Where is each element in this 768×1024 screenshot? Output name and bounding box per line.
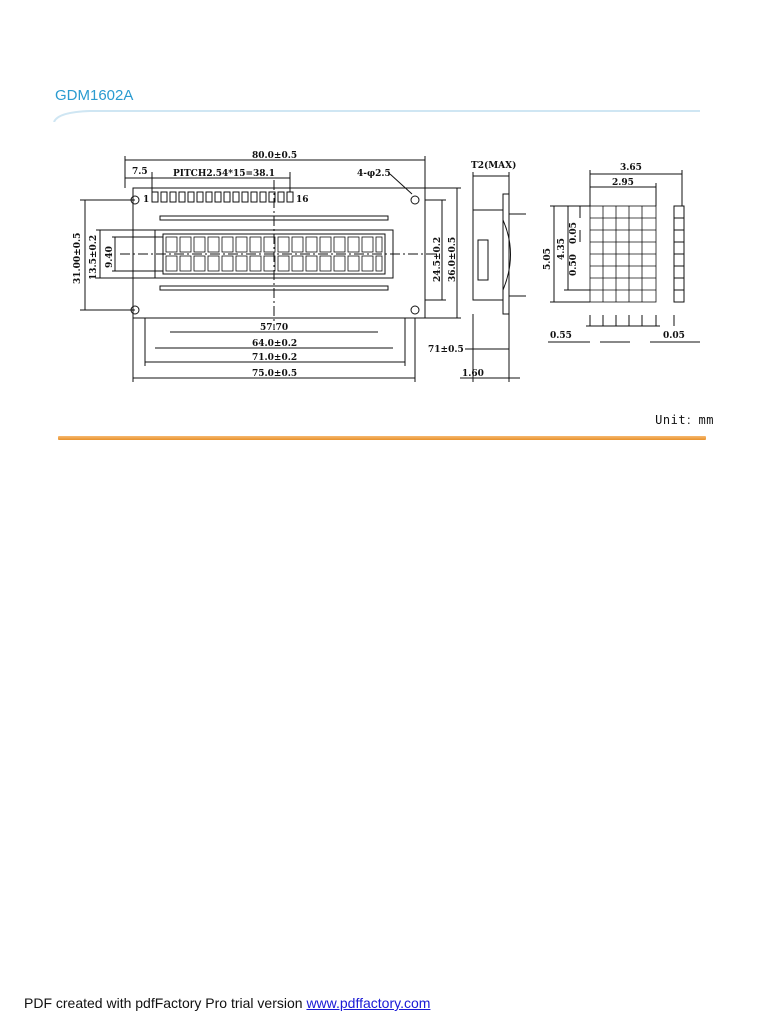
pin-16-label: 16 [296,195,309,205]
header-swoosh-divider [50,108,700,122]
footer-text: PDF created with pdfFactory Pro trial version [24,995,307,1011]
dim-7-5: 7.5 [132,167,148,177]
unit-label: Unit：mm [655,413,714,427]
pin-row [152,192,293,202]
dim-64: 64.0±0.2 [252,339,298,349]
dim-pitch: PITCH2.54*15=38.1 [173,169,275,179]
dim-24-5: 24.5±0.2 [433,236,443,282]
dim-holes: 4-φ2.5 [357,169,391,179]
char-2-95: 2.95 [612,178,634,188]
dim-9-40: 9.40 [105,246,115,268]
side-1-60-label: 1.60 [462,369,484,379]
dim-75: 75.0±0.5 [252,369,298,379]
lcd-dimension-drawing [60,150,720,390]
mount-hole-icon [411,196,419,204]
orange-divider [58,436,706,440]
side-t2-label: T2(MAX) [471,161,517,171]
dim-13-5: 13.5±0.2 [89,234,99,280]
dim-overall-width: 80.0±0.5 [252,151,298,161]
module-outline [133,188,425,318]
side-view-board [503,194,509,314]
pdf-footer [24,995,430,1011]
dim-36: 36.0±0.5 [448,236,458,282]
char-4-35: 4.35 [557,238,567,260]
char-0-05b: 0.05 [663,331,685,341]
char-3-65: 3.65 [620,163,642,173]
dim-31: 31.00±0.5 [73,232,83,284]
character-dot-matrix [590,206,656,302]
dim-71: 71.0±0.2 [252,353,298,363]
mount-hole-icon [411,306,419,314]
char-0-55: 0.55 [550,331,572,341]
footer-link[interactable]: www.pdffactory.com [306,995,431,1011]
char-0-50: 0.50 [569,254,579,276]
char-5-05: 5.05 [543,248,553,270]
side-71-label: 71±0.5 [428,345,464,355]
pin-1-label: 1 [143,195,150,205]
char-0-05a: 0.05 [569,222,579,244]
page-title: GDM1602A [55,87,134,104]
dim-57-70: 57.70 [260,323,289,333]
